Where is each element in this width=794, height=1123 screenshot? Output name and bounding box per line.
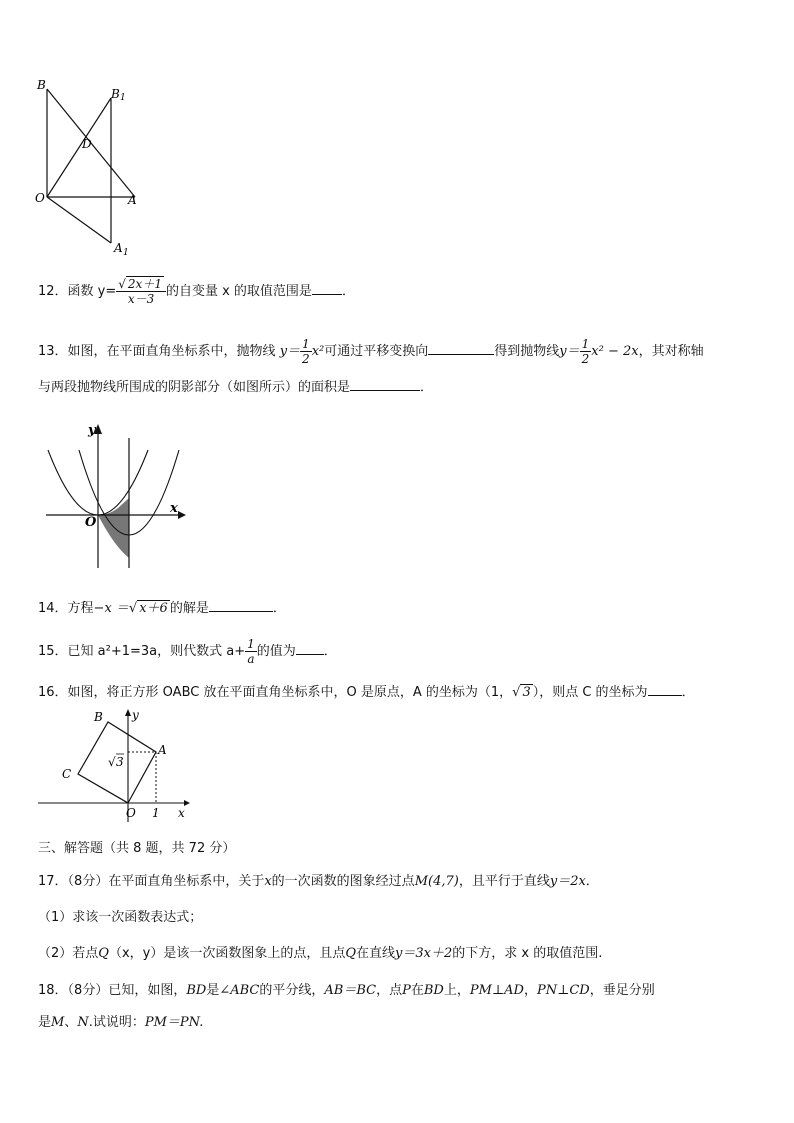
q13-suffix: ，其对称轴 [638,344,704,359]
label-B1: B [111,87,120,101]
q14-prefix: 14．方程 [38,601,94,616]
q18-bd: BD [186,983,207,998]
q12-blank [312,282,342,295]
label-A: A [128,193,137,207]
q13-x2: x² [311,344,325,359]
q18-p: P [402,983,411,998]
q12-prefix: 12．函数 y= [38,284,117,299]
q13-prefix: 13．如图，在平面直角坐标系中，抛物线 [38,344,276,359]
q14-blank [209,599,273,612]
q18-line2b: 、 [64,1015,78,1030]
label-y: y [132,708,139,722]
parabola-figure-13 [38,418,190,576]
axis-y-label: y [88,423,96,438]
q17-sub2c: （x，y）是该一次函数图象上的点，且点 [108,946,346,961]
q12-denominator: x－3 [127,292,155,306]
label-D: D [82,137,92,151]
q17-var: x [264,874,272,889]
sqrt-sign: √ [108,755,116,769]
q15-frac: $\frac{1}{a}$ [247,637,255,666]
label-A: A [158,743,167,757]
label-C: C [62,767,72,781]
section-heading: 三、解答题（共 8 题，共 72 分） [38,841,236,856]
q13-mid: 可通过平移变换向 [324,344,429,359]
q16-prefix: 16．如图，将正方形 OABC 放在平面直角坐标系中，O 是原点，A 的坐标为（1， [38,685,513,700]
question-13-line1 [38,337,704,366]
label-B1-sub: 1 [120,93,126,103]
q18-n: N [77,1015,89,1030]
label-O: O [35,191,45,205]
q17-line: y＝2x [549,874,586,889]
square-figure-16 [36,706,196,824]
question-13-line2: 与两段抛物线所围成的阴影部分（如图所示）的面积是 ． [38,380,434,395]
q17-sub2a: （2）若点 [38,946,99,961]
question-12: 12．函数 y= $\frac{√ 2x+1}{x-3}$ 的自变量 x 的取值范围是 ． [38,277,355,306]
q14-eq-left: −x ＝ [93,601,129,616]
q17-text2: 的一次函数的图象经过点 [271,874,415,889]
label-x: x [178,806,185,820]
q17-sub2f: y＝3x＋2 [395,946,453,961]
q13-frac1: $\frac{1}{2}$ [302,337,310,366]
q18-t6: ， [523,983,537,998]
question-15: 15．已知 a²+1=3a，则代数式 a+ $\frac{1}{a}$ 的值为 ． [38,637,337,666]
q17-text1: 17．（8分）在平面直角坐标系中，关于 [38,874,265,889]
label-A1: A [114,241,123,255]
q12-fraction: $\frac{√ 2x+1}{x-3}$ [116,277,166,306]
question-16: 16．如图，将正方形 OABC 放在平面直角坐标系中，O 是原点，A 的坐标为（1，√ 3 ），则点 C 的坐标为 ． [38,685,695,700]
geometry-figure-11 [34,76,144,260]
q17-sub2b: Q [98,946,109,961]
q18-line2c: .试说明： [88,1015,145,1030]
q18-bd2: BD [423,983,444,998]
q18-abc: ∠ABC [219,983,260,998]
label-O: O [126,806,136,820]
question-18-line2 [38,1011,203,1030]
q18-pm: PM⊥AD [469,983,524,998]
label-B: B [37,78,46,92]
q15-suffix: 的值为 [256,644,296,659]
q17-sub2d: Q [345,946,357,961]
q13-eq2-lhs: y＝ [559,344,580,359]
q15-blank [296,642,324,655]
q12-radicand: 2x＋1 [127,277,162,291]
label-1: 1 [152,806,160,820]
axis-x-label: x [170,501,178,516]
q18-t5: 上， [443,983,470,998]
q18-eq: PM＝PN. [144,1015,204,1030]
question-17-part2 [38,942,602,961]
q16-blank [648,683,682,696]
q18-ab: AB＝BC [324,983,377,998]
q16-suffix: ），则点 C 的坐标为 [532,685,648,700]
q18-t1: 是 [206,983,220,998]
q18-t2: 的平分线， [259,983,325,998]
q13-eq2-rhs: x² − 2x [591,344,639,359]
q17-text3: ，且平行于直线 [458,874,550,889]
q17-point: M(4,7) [414,874,459,889]
q18-t7: ，垂足分别 [589,983,655,998]
label-A1-sub: 1 [123,248,129,258]
q18-t4: 在 [410,983,424,998]
q18-pn: PN⊥CD [536,983,590,998]
question-14: 14．方程−x ＝√ x＋6 的解是 ． [38,601,286,616]
q17-sub2e: 在直线 [356,946,396,961]
origin-label: O [85,515,97,530]
q13-frac2: $\frac{1}{2}$ [581,337,590,366]
q13-blank1 [428,342,494,355]
q13-blank2 [350,378,420,391]
q13-eq1-lhs: y＝ [279,344,301,359]
label-B: B [94,710,103,724]
q13-line2: 与两段抛物线所围成的阴影部分（如图所示）的面积是 [38,380,351,395]
q15-prefix: 15．已知 a²+1=3a，则代数式 a+ [38,644,246,659]
question-17: 17．（8分）在平面直角坐标系中，关于x的一次函数的图象经过点M(4,7)，且平行于直线y＝2x． [38,874,599,889]
q13-mid2: 得到抛物线 [494,344,560,359]
question-18-line1 [38,979,655,998]
q14-sqrt: √ x＋6 [128,601,168,616]
question-17-part1: （1）求该一次函数表达式； [38,910,203,925]
q18-m: M [51,1015,65,1030]
label-sqrt3: 3 [116,755,124,769]
q18-t3: ，点 [376,983,403,998]
q18-line2a: 是 [38,1015,52,1030]
q14-suffix: 的解是 [169,601,209,616]
q17-sub2g: 的下方，求 x 的取值范围. [452,946,603,961]
q16-sqrt: √ 3 [512,685,531,700]
q12-suffix: 的自变量 x 的取值范围是 [165,284,312,299]
q18-line1: 18．（8分）已知，如图， [38,983,187,998]
